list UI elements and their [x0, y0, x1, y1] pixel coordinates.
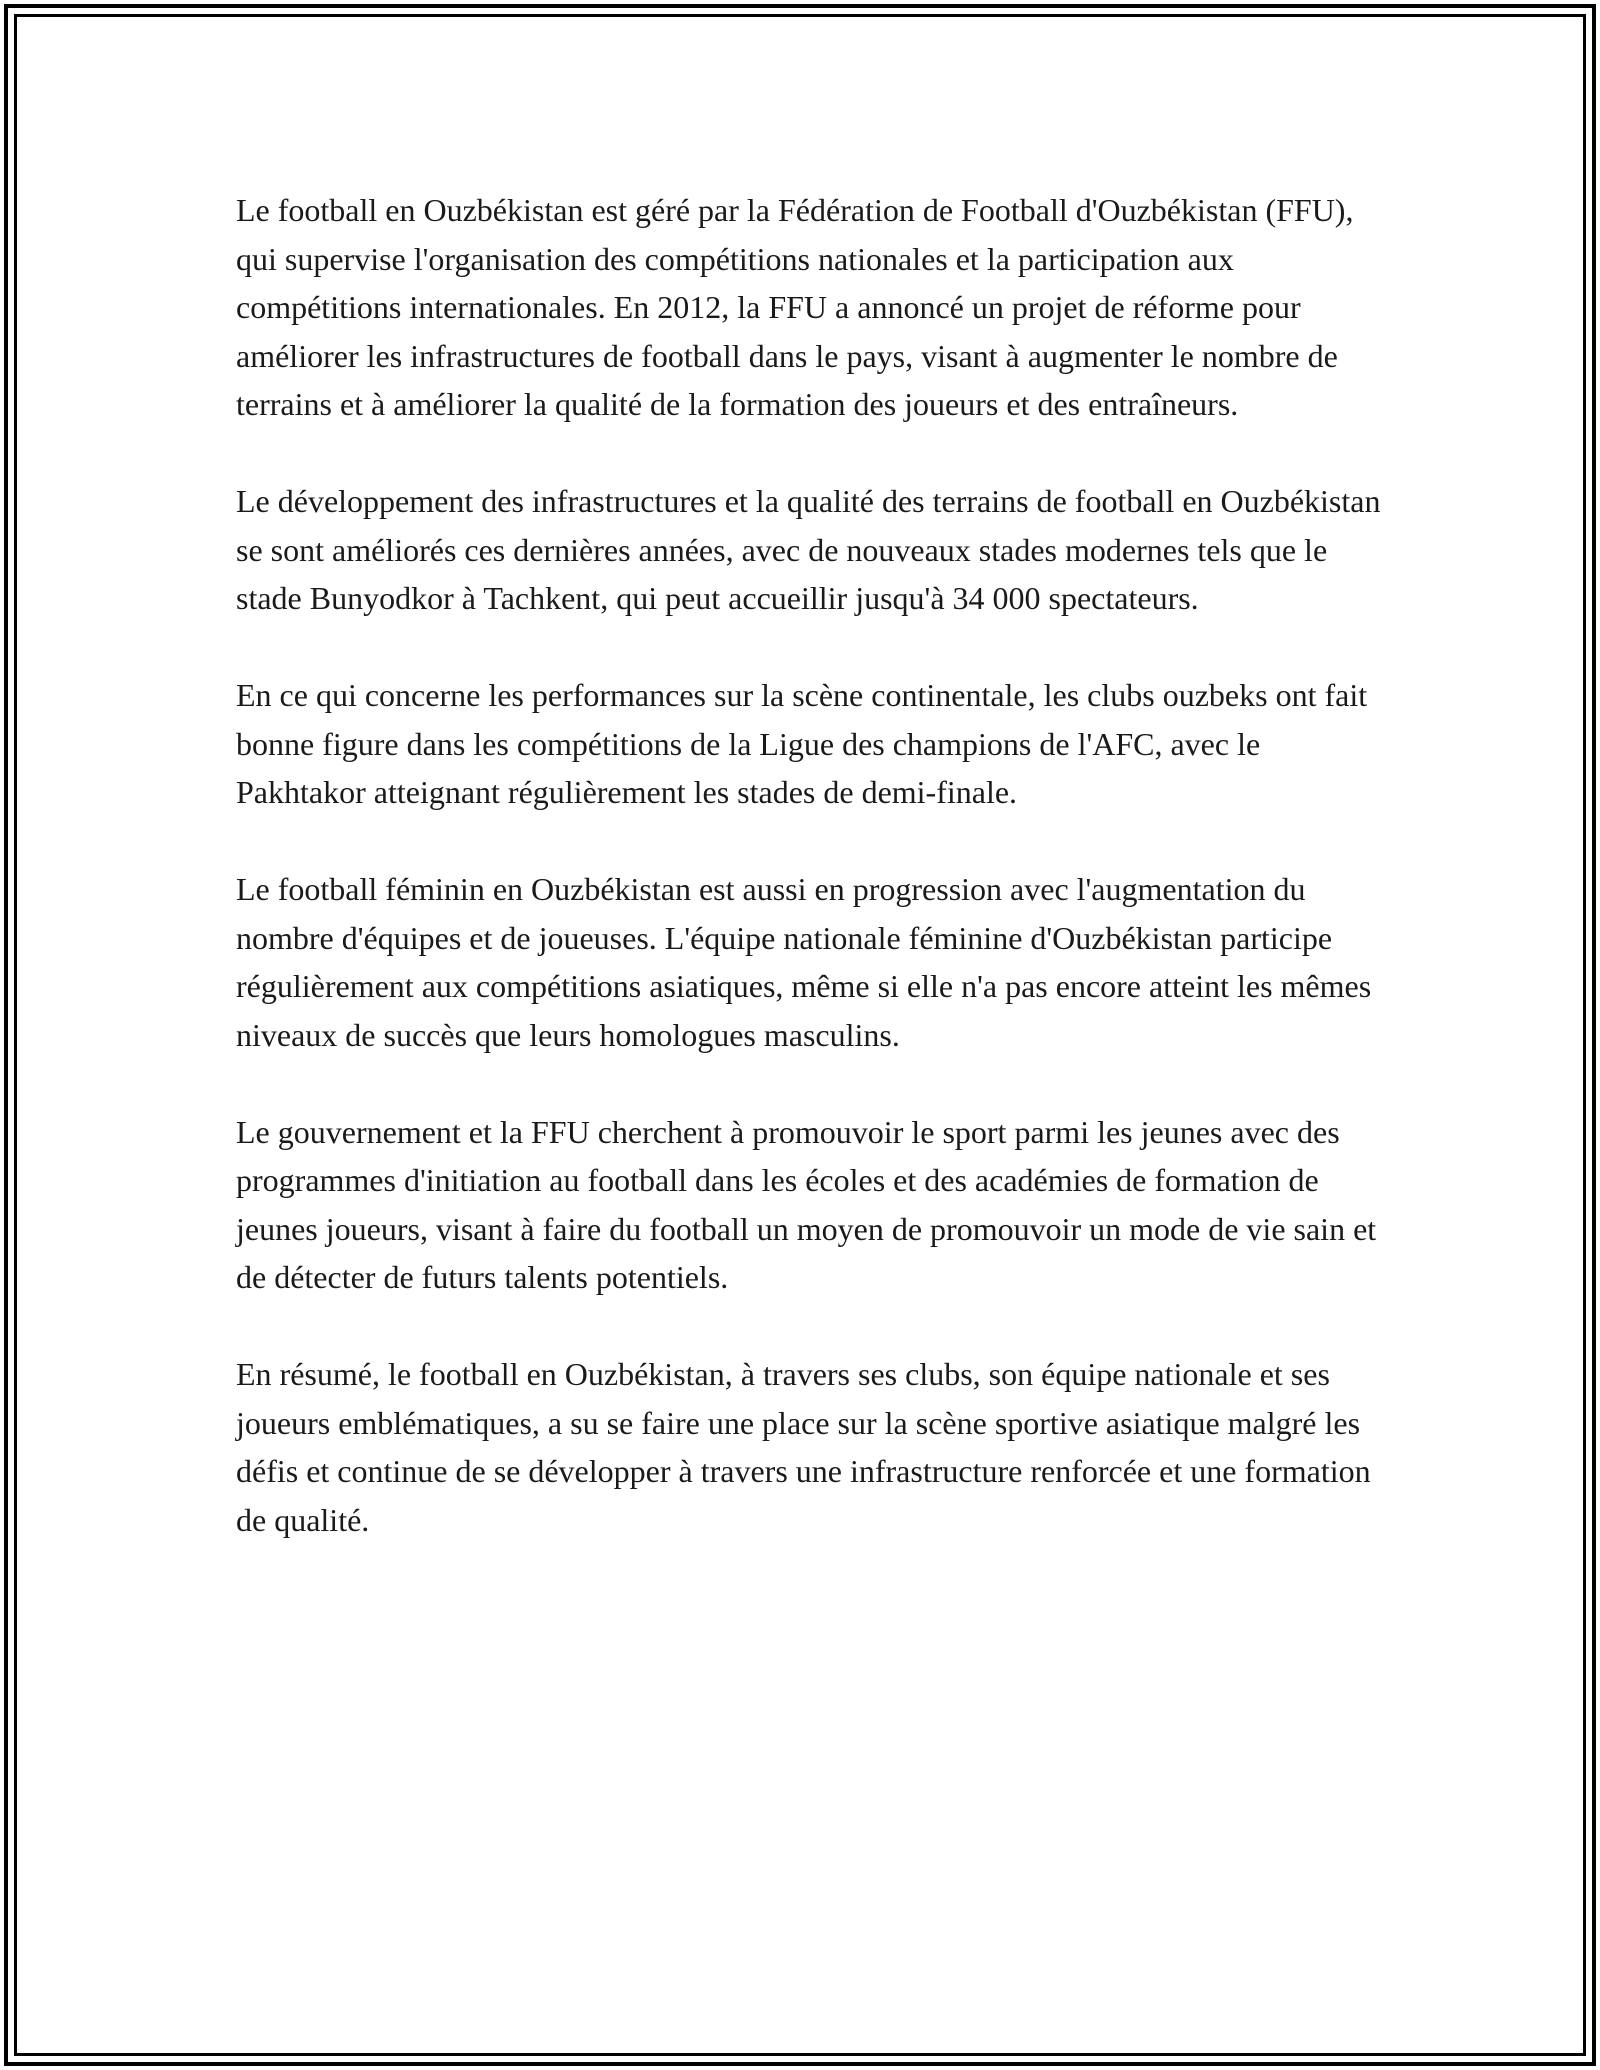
document-body [236, 186, 1396, 1593]
paragraph-summary: En résumé, le football en Ouzbékistan, à travers ses clubs, son équipe nationale et ses joueurs emblématiques, a su se faire une place sur la scène sportive asiatique malgré les défis et continue de se développer à travers une infrastructure renforcée et une formation de qualité. [236, 1356, 1371, 1538]
paragraph-ffu-governance: Le football en Ouzbékistan est géré par la Fédération de Football d'Ouzbékistan (FFU), qui supervise l'organisation des compétitions nationales et la participation aux compétitions internationales. En 2012, la FFU a annoncé un projet de réforme pour améliorer les infrastructures de football dans le pays, visant à augmenter le nombre de terrains et à améliorer la qualité de la formation des joueurs et des entraîneurs. [236, 192, 1354, 422]
paragraph-infrastructure: Le développement des infrastructures et la qualité des terrains de football en Ouzbékistan se sont améliorés ces dernières années, avec de nouveaux stades modernes tels que le stade Bunyodkor à Tachkent, qui peut accueillir jusqu'à 34 000 spectateurs. [236, 483, 1381, 616]
paragraph-womens-football: Le football féminin en Ouzbékistan est aussi en progression avec l'augmentation du nombre d'équipes et de joueuses. L'équipe nationale féminine d'Ouzbékistan participe régulièrement aux compétitions asiatiques, même si elle n'a pas encore atteint les mêmes niveaux de succès que leurs homologues masculins. [236, 871, 1372, 1053]
paragraph-youth-programs: Le gouvernement et la FFU cherchent à promouvoir le sport parmi les jeunes avec des programmes d'initiation au football dans les écoles et des académies de formation de jeunes joueurs, visant à faire du football un moyen de promouvoir un mode de vie sain et de détecter de futurs talents potentiels. [236, 1113, 1377, 1295]
paragraph-continental-performance: En ce qui concerne les performances sur la scène continentale, les clubs ouzbeks ont fait bonne figure dans les compétitions de la Ligue des champions de l'AFC, avec le Pakhtakor atteignant régulièrement les stades de demi-finale. [236, 677, 1368, 810]
